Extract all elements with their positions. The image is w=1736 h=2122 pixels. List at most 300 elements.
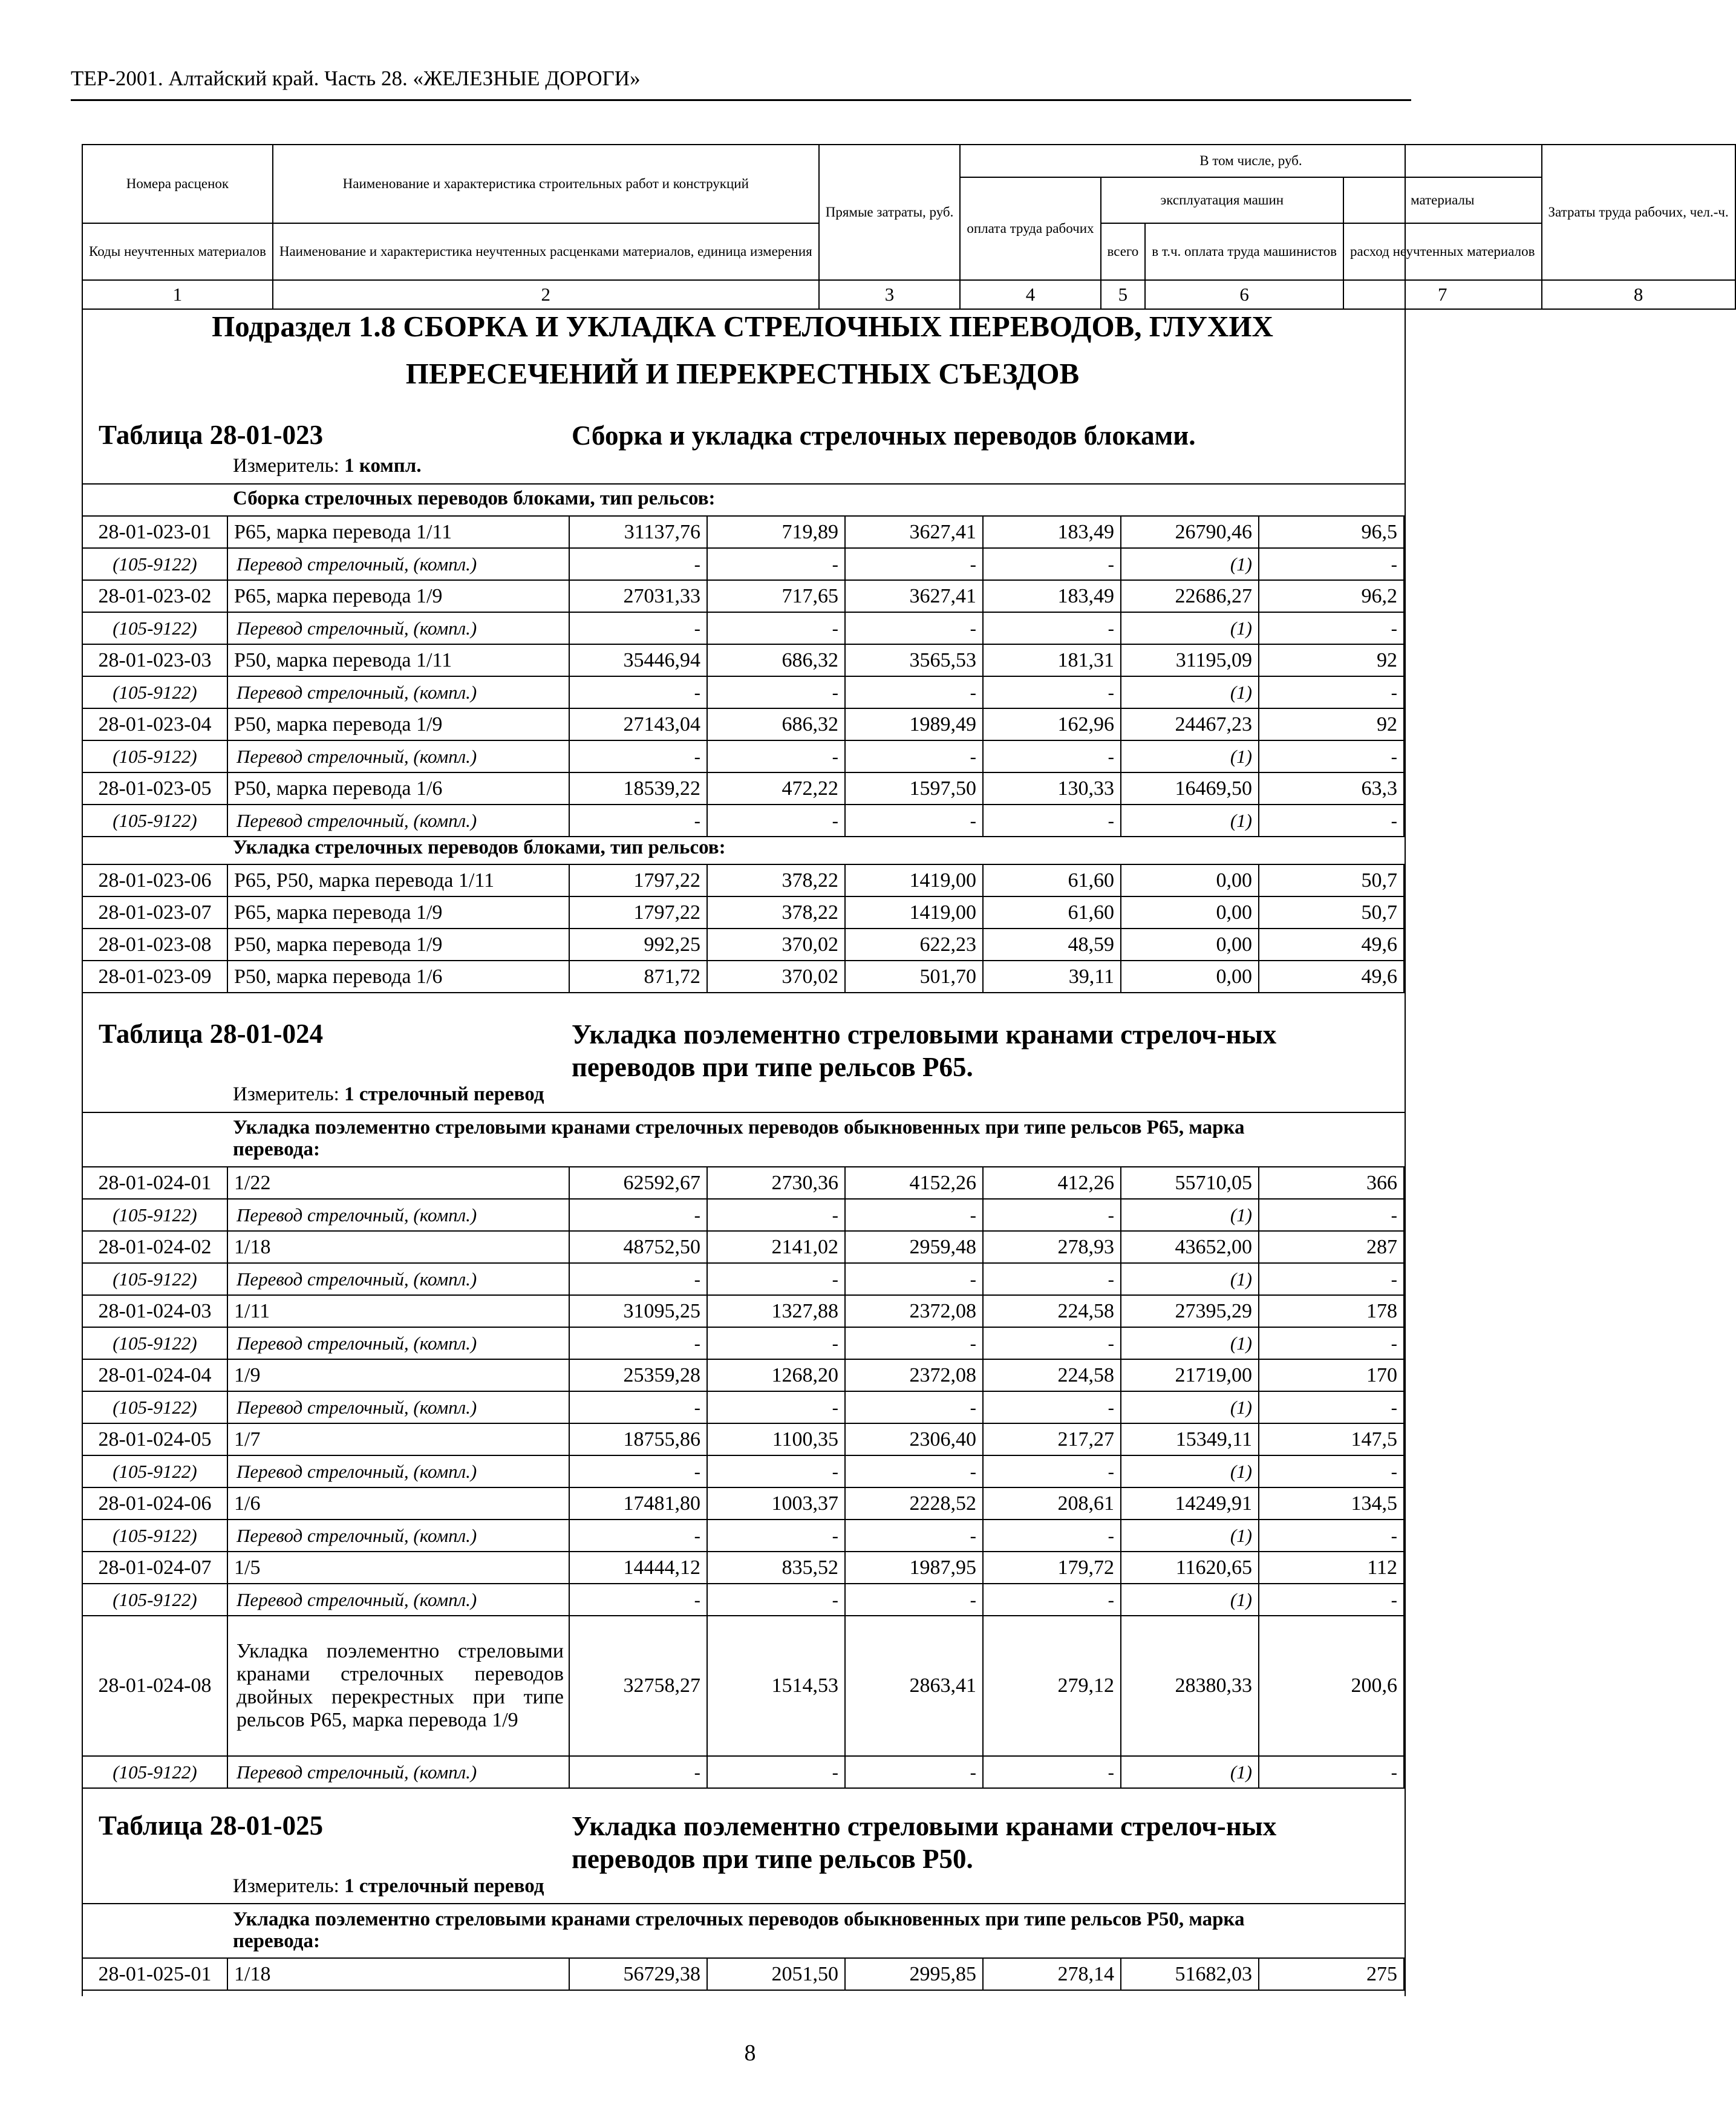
table-title: Укладка поэлементно стреловыми кранами стрелоч-ных переводов при типе рельсов Р50. bbox=[572, 1811, 1277, 1874]
labor-cost: - bbox=[1259, 740, 1404, 772]
material-row bbox=[82, 676, 1404, 708]
rate-row bbox=[82, 1167, 1404, 1199]
col-number: 1 bbox=[82, 280, 273, 309]
header-materials: материалы bbox=[1343, 177, 1541, 223]
header-col-name: Наименование и характеристика строительных работ и конструкций bbox=[273, 145, 819, 223]
machine-cost: 1419,00 bbox=[845, 864, 983, 896]
header-col-direct: Прямые затраты, руб. bbox=[819, 145, 961, 280]
operator-wage: - bbox=[983, 740, 1121, 772]
operator-wage: 130,33 bbox=[983, 772, 1121, 805]
rate-code: 28-01-025-01 bbox=[82, 1958, 227, 1990]
machine-cost: - bbox=[845, 676, 983, 708]
material-cost: (1) bbox=[1121, 805, 1259, 837]
rate-name: Перевод стрелочный, (компл.) bbox=[227, 1199, 569, 1231]
direct-cost: 32758,27 bbox=[569, 1616, 707, 1756]
labor-cost: 92 bbox=[1259, 708, 1404, 740]
rate-name: Перевод стрелочный, (компл.) bbox=[227, 612, 569, 644]
rate-name: Перевод стрелочный, (компл.) bbox=[227, 1520, 569, 1552]
rate-name: Перевод стрелочный, (компл.) bbox=[227, 1327, 569, 1359]
operator-wage: - bbox=[983, 612, 1121, 644]
rate-code: 28-01-024-02 bbox=[82, 1231, 227, 1263]
direct-cost: - bbox=[569, 740, 707, 772]
rate-code: (105-9122) bbox=[82, 1327, 227, 1359]
rate-code: 28-01-024-06 bbox=[82, 1487, 227, 1520]
labor-cost: - bbox=[1259, 1199, 1404, 1231]
material-cost: 0,00 bbox=[1121, 896, 1259, 929]
operator-wage: - bbox=[983, 548, 1121, 580]
operator-wage: 224,58 bbox=[983, 1359, 1121, 1391]
material-cost: 0,00 bbox=[1121, 961, 1259, 993]
labor-cost: 50,7 bbox=[1259, 896, 1404, 929]
material-cost: 43652,00 bbox=[1121, 1231, 1259, 1263]
rate-name: Перевод стрелочный, (компл.) bbox=[227, 1263, 569, 1295]
wage-cost: 378,22 bbox=[707, 896, 845, 929]
operator-wage: - bbox=[983, 1756, 1121, 1788]
subsection-title-line2: ПЕРЕСЕЧЕНИЙ И ПЕРЕКРЕСТНЫХ СЪЕЗДОВ bbox=[405, 357, 1080, 390]
machine-cost: 622,23 bbox=[845, 929, 983, 961]
labor-cost: - bbox=[1259, 548, 1404, 580]
labor-cost: - bbox=[1259, 1455, 1404, 1487]
rate-code: (105-9122) bbox=[82, 1584, 227, 1616]
wage-cost: - bbox=[707, 612, 845, 644]
rate-row bbox=[82, 961, 1404, 993]
machine-cost: - bbox=[845, 740, 983, 772]
wage-cost: 472,22 bbox=[707, 772, 845, 805]
machine-cost: 3627,41 bbox=[845, 580, 983, 612]
machine-cost: 1597,50 bbox=[845, 772, 983, 805]
operator-wage: - bbox=[983, 1327, 1121, 1359]
rate-name: Укладка поэлементно стреловыми кранами стрелочных переводов двойных перекрестных при типе рельсов Р65, марка перевода 1/9 bbox=[227, 1616, 569, 1756]
labor-cost: - bbox=[1259, 612, 1404, 644]
operator-wage: 39,11 bbox=[983, 961, 1121, 993]
labor-cost: 96,2 bbox=[1259, 580, 1404, 612]
operator-wage: 279,12 bbox=[983, 1616, 1121, 1756]
material-cost: 55710,05 bbox=[1121, 1167, 1259, 1199]
direct-cost: 48752,50 bbox=[569, 1231, 707, 1263]
rate-code: 28-01-024-03 bbox=[82, 1295, 227, 1327]
rates-table bbox=[82, 1166, 1405, 1789]
group-heading: Укладка поэлементно стреловыми кранами стрелочных переводов обыкновенных при типе рельсов Р50, марка перевода: bbox=[233, 1908, 1245, 1952]
wage-cost: 686,32 bbox=[707, 644, 845, 676]
rate-code: (105-9122) bbox=[82, 1199, 227, 1231]
wage-cost: 1003,37 bbox=[707, 1487, 845, 1520]
col-number: 3 bbox=[819, 280, 961, 309]
rate-name: Р50, марка перевода 1/9 bbox=[227, 929, 569, 961]
material-cost: (1) bbox=[1121, 1520, 1259, 1552]
rate-code: 28-01-023-01 bbox=[82, 516, 227, 548]
wage-cost: - bbox=[707, 1327, 845, 1359]
machine-cost: - bbox=[845, 1391, 983, 1423]
wage-cost: - bbox=[707, 1199, 845, 1231]
subsection-title-line1: Подраздел 1.8 СБОРКА И УКЛАДКА СТРЕЛОЧНЫХ ПЕРЕВОДОВ, ГЛУХИХ bbox=[212, 310, 1273, 343]
labor-cost: - bbox=[1259, 1327, 1404, 1359]
wage-cost: - bbox=[707, 1520, 845, 1552]
operator-wage: - bbox=[983, 1391, 1121, 1423]
rate-name: 1/18 bbox=[227, 1958, 569, 1990]
rate-name: Р50, марка перевода 1/6 bbox=[227, 772, 569, 805]
rate-name: Перевод стрелочный, (компл.) bbox=[227, 676, 569, 708]
rate-code: 28-01-023-02 bbox=[82, 580, 227, 612]
rate-code: (105-9122) bbox=[82, 1391, 227, 1423]
machine-cost: 4152,26 bbox=[845, 1167, 983, 1199]
wage-cost: - bbox=[707, 548, 845, 580]
direct-cost: - bbox=[569, 1327, 707, 1359]
material-cost: (1) bbox=[1121, 740, 1259, 772]
rate-name: 1/6 bbox=[227, 1487, 569, 1520]
header-incl: В том числе, руб. bbox=[960, 145, 1541, 177]
labor-cost: 147,5 bbox=[1259, 1423, 1404, 1455]
rates-table bbox=[82, 864, 1405, 993]
machine-cost: - bbox=[845, 548, 983, 580]
rate-row bbox=[82, 580, 1404, 612]
header-mat-cons: расход неучтенных материалов bbox=[1343, 223, 1541, 280]
rate-name: Перевод стрелочный, (компл.) bbox=[227, 1584, 569, 1616]
table-code: Таблица 28-01-024 bbox=[99, 1019, 324, 1049]
wage-cost: - bbox=[707, 805, 845, 837]
running-header: ТЕР-2001. Алтайский край. Часть 28. «ЖЕЛЕЗНЫЕ ДОРОГИ» bbox=[71, 65, 1411, 101]
rate-code: (105-9122) bbox=[82, 612, 227, 644]
operator-wage: 179,72 bbox=[983, 1552, 1121, 1584]
group-heading: Сборка стрелочных переводов блоками, тип рельсов: bbox=[233, 488, 716, 509]
page-number: 8 bbox=[744, 2040, 756, 2066]
direct-cost: 1797,22 bbox=[569, 896, 707, 929]
direct-cost: - bbox=[569, 1756, 707, 1788]
col-number: 4 bbox=[960, 280, 1100, 309]
material-cost: (1) bbox=[1121, 1263, 1259, 1295]
labor-cost: - bbox=[1259, 1756, 1404, 1788]
rate-row bbox=[82, 929, 1404, 961]
wage-cost: - bbox=[707, 1263, 845, 1295]
machine-cost: 1989,49 bbox=[845, 708, 983, 740]
material-cost: 16469,50 bbox=[1121, 772, 1259, 805]
operator-wage: 208,61 bbox=[983, 1487, 1121, 1520]
wage-cost: 370,02 bbox=[707, 961, 845, 993]
wage-cost: 1514,53 bbox=[707, 1616, 845, 1756]
rate-code: 28-01-023-09 bbox=[82, 961, 227, 993]
header-wage: оплата труда рабочих bbox=[960, 177, 1100, 280]
material-cost: 51682,03 bbox=[1121, 1958, 1259, 1990]
rate-code: 28-01-023-05 bbox=[82, 772, 227, 805]
rate-code: (105-9122) bbox=[82, 1756, 227, 1788]
rate-row bbox=[82, 516, 1404, 548]
wage-cost: - bbox=[707, 676, 845, 708]
material-row bbox=[82, 1263, 1404, 1295]
rate-name: 1/18 bbox=[227, 1231, 569, 1263]
rate-code: 28-01-023-03 bbox=[82, 644, 227, 676]
material-cost: (1) bbox=[1121, 612, 1259, 644]
header-total: всего bbox=[1101, 223, 1146, 280]
rate-name: 1/9 bbox=[227, 1359, 569, 1391]
labor-cost: 92 bbox=[1259, 644, 1404, 676]
direct-cost: 17481,80 bbox=[569, 1487, 707, 1520]
material-row bbox=[82, 612, 1404, 644]
rate-code: 28-01-024-08 bbox=[82, 1616, 227, 1756]
machine-cost: 2372,08 bbox=[845, 1295, 983, 1327]
machine-cost: 3627,41 bbox=[845, 516, 983, 548]
col-number: 6 bbox=[1145, 280, 1343, 309]
labor-cost: - bbox=[1259, 1584, 1404, 1616]
operator-wage: - bbox=[983, 1199, 1121, 1231]
rate-code: 28-01-024-07 bbox=[82, 1552, 227, 1584]
header-incl-wage: в т.ч. оплата труда машинистов bbox=[1145, 223, 1343, 280]
column-header-table bbox=[82, 144, 1736, 310]
direct-cost: - bbox=[569, 1455, 707, 1487]
rates-table bbox=[82, 1957, 1405, 1991]
material-cost: 0,00 bbox=[1121, 929, 1259, 961]
col-number: 8 bbox=[1542, 280, 1735, 309]
labor-cost: - bbox=[1259, 1263, 1404, 1295]
direct-cost: 18755,86 bbox=[569, 1423, 707, 1455]
operator-wage: 183,49 bbox=[983, 516, 1121, 548]
labor-cost: 275 bbox=[1259, 1958, 1404, 1990]
labor-cost: 63,3 bbox=[1259, 772, 1404, 805]
rate-code: (105-9122) bbox=[82, 805, 227, 837]
direct-cost: - bbox=[569, 1520, 707, 1552]
labor-cost: 134,5 bbox=[1259, 1487, 1404, 1520]
header-col-mname: Наименование и характеристика неучтенных расценками материалов, единица измерения bbox=[273, 223, 819, 280]
labor-cost: 112 bbox=[1259, 1552, 1404, 1584]
rate-code: 28-01-023-04 bbox=[82, 708, 227, 740]
labor-cost: - bbox=[1259, 1391, 1404, 1423]
machine-cost: - bbox=[845, 805, 983, 837]
operator-wage: - bbox=[983, 1584, 1121, 1616]
operator-wage: 224,58 bbox=[983, 1295, 1121, 1327]
wage-cost: 686,32 bbox=[707, 708, 845, 740]
measure-unit: Измеритель: 1 компл. bbox=[233, 455, 422, 477]
measure-unit: Измеритель: 1 стрелочный перевод bbox=[233, 1083, 544, 1105]
col-number: 7 bbox=[1343, 280, 1541, 309]
header-machines: эксплуатация машин bbox=[1101, 177, 1344, 223]
table-title: Сборка и укладка стрелочных переводов блоками. bbox=[572, 420, 1196, 451]
operator-wage: 412,26 bbox=[983, 1167, 1121, 1199]
operator-wage: 162,96 bbox=[983, 708, 1121, 740]
material-cost: 26790,46 bbox=[1121, 516, 1259, 548]
rate-row bbox=[82, 644, 1404, 676]
material-cost: 14249,91 bbox=[1121, 1487, 1259, 1520]
wage-cost: 1100,35 bbox=[707, 1423, 845, 1455]
operator-wage: 278,93 bbox=[983, 1231, 1121, 1263]
direct-cost: - bbox=[569, 612, 707, 644]
rate-code: 28-01-023-06 bbox=[82, 864, 227, 896]
rate-name: Перевод стрелочный, (компл.) bbox=[227, 548, 569, 580]
material-cost: (1) bbox=[1121, 676, 1259, 708]
operator-wage: - bbox=[983, 1455, 1121, 1487]
wage-cost: - bbox=[707, 1455, 845, 1487]
material-cost: 21719,00 bbox=[1121, 1359, 1259, 1391]
rate-name: Р65, Р50, марка перевода 1/11 bbox=[227, 864, 569, 896]
direct-cost: 31095,25 bbox=[569, 1295, 707, 1327]
direct-cost: 27143,04 bbox=[569, 708, 707, 740]
operator-wage: - bbox=[983, 676, 1121, 708]
labor-cost: 287 bbox=[1259, 1231, 1404, 1263]
material-cost: 27395,29 bbox=[1121, 1295, 1259, 1327]
rate-row bbox=[82, 1552, 1404, 1584]
direct-cost: 35446,94 bbox=[569, 644, 707, 676]
rate-code: (105-9122) bbox=[82, 1455, 227, 1487]
machine-cost: 2863,41 bbox=[845, 1616, 983, 1756]
rate-code: 28-01-024-01 bbox=[82, 1167, 227, 1199]
machine-cost: - bbox=[845, 1455, 983, 1487]
rate-name: Перевод стрелочный, (компл.) bbox=[227, 1391, 569, 1423]
direct-cost: - bbox=[569, 548, 707, 580]
material-cost: (1) bbox=[1121, 1199, 1259, 1231]
material-cost: 31195,09 bbox=[1121, 644, 1259, 676]
material-row bbox=[82, 548, 1404, 580]
rate-code: (105-9122) bbox=[82, 1520, 227, 1552]
machine-cost: - bbox=[845, 612, 983, 644]
operator-wage: - bbox=[983, 805, 1121, 837]
material-row bbox=[82, 1327, 1404, 1359]
measure-unit: Измеритель: 1 стрелочный перевод bbox=[233, 1875, 544, 1897]
rate-code: (105-9122) bbox=[82, 740, 227, 772]
rate-name: 1/22 bbox=[227, 1167, 569, 1199]
col-number: 2 bbox=[273, 280, 819, 309]
direct-cost: - bbox=[569, 1391, 707, 1423]
rate-name: Перевод стрелочный, (компл.) bbox=[227, 805, 569, 837]
rate-row bbox=[82, 896, 1404, 929]
wage-cost: - bbox=[707, 1584, 845, 1616]
machine-cost: - bbox=[845, 1584, 983, 1616]
wage-cost: 2141,02 bbox=[707, 1231, 845, 1263]
labor-cost: 49,6 bbox=[1259, 929, 1404, 961]
table-code: Таблица 28-01-025 bbox=[99, 1810, 324, 1841]
wage-cost: - bbox=[707, 740, 845, 772]
table-title: Укладка поэлементно стреловыми кранами стрелоч-ных переводов при типе рельсов Р65. bbox=[572, 1019, 1277, 1082]
rate-name: Перевод стрелочный, (компл.) bbox=[227, 1455, 569, 1487]
labor-cost: 200,6 bbox=[1259, 1616, 1404, 1756]
material-cost: (1) bbox=[1121, 1391, 1259, 1423]
header-col-code: Номера расценок bbox=[82, 145, 273, 223]
operator-wage: 48,59 bbox=[983, 929, 1121, 961]
machine-cost: 3565,53 bbox=[845, 644, 983, 676]
machine-cost: - bbox=[845, 1756, 983, 1788]
rate-code: 28-01-023-08 bbox=[82, 929, 227, 961]
material-cost: (1) bbox=[1121, 1327, 1259, 1359]
direct-cost: 1797,22 bbox=[569, 864, 707, 896]
direct-cost: 27031,33 bbox=[569, 580, 707, 612]
header-col-labor: Затраты труда рабочих, чел.-ч. bbox=[1542, 145, 1735, 280]
material-row bbox=[82, 1199, 1404, 1231]
rate-row bbox=[82, 1958, 1404, 1990]
material-cost: 22686,27 bbox=[1121, 580, 1259, 612]
labor-cost: 50,7 bbox=[1259, 864, 1404, 896]
rate-row bbox=[82, 1359, 1404, 1391]
col-number: 5 bbox=[1101, 280, 1146, 309]
table-code: Таблица 28-01-023 bbox=[99, 420, 324, 450]
rate-name: Р65, марка перевода 1/11 bbox=[227, 516, 569, 548]
divider bbox=[82, 1903, 1405, 1904]
rate-row bbox=[82, 1231, 1404, 1263]
machine-cost: 2959,48 bbox=[845, 1231, 983, 1263]
labor-cost: - bbox=[1259, 805, 1404, 837]
direct-cost: 992,25 bbox=[569, 929, 707, 961]
material-cost: 0,00 bbox=[1121, 864, 1259, 896]
rate-row bbox=[82, 1616, 1404, 1756]
material-cost: 11620,65 bbox=[1121, 1552, 1259, 1584]
machine-cost: - bbox=[845, 1199, 983, 1231]
direct-cost: 871,72 bbox=[569, 961, 707, 993]
rate-name: Р65, марка перевода 1/9 bbox=[227, 580, 569, 612]
machine-cost: 2228,52 bbox=[845, 1487, 983, 1520]
direct-cost: - bbox=[569, 1263, 707, 1295]
machine-cost: 2306,40 bbox=[845, 1423, 983, 1455]
rate-name: Р50, марка перевода 1/9 bbox=[227, 708, 569, 740]
rate-code: (105-9122) bbox=[82, 548, 227, 580]
labor-cost: 366 bbox=[1259, 1167, 1404, 1199]
operator-wage: 181,31 bbox=[983, 644, 1121, 676]
operator-wage: - bbox=[983, 1520, 1121, 1552]
material-cost: (1) bbox=[1121, 1756, 1259, 1788]
material-cost: 15349,11 bbox=[1121, 1423, 1259, 1455]
labor-cost: - bbox=[1259, 676, 1404, 708]
wage-cost: 1268,20 bbox=[707, 1359, 845, 1391]
operator-wage: 61,60 bbox=[983, 896, 1121, 929]
material-row bbox=[82, 1455, 1404, 1487]
wage-cost: 2730,36 bbox=[707, 1167, 845, 1199]
rate-row bbox=[82, 708, 1404, 740]
rate-row bbox=[82, 772, 1404, 805]
rate-row bbox=[82, 1423, 1404, 1455]
direct-cost: - bbox=[569, 1584, 707, 1616]
rate-name: Перевод стрелочный, (компл.) bbox=[227, 1756, 569, 1788]
material-cost: 24467,23 bbox=[1121, 708, 1259, 740]
wage-cost: 378,22 bbox=[707, 864, 845, 896]
direct-cost: 14444,12 bbox=[569, 1552, 707, 1584]
divider bbox=[82, 483, 1405, 485]
group-heading: Укладка стрелочных переводов блоками, тип рельсов: bbox=[233, 837, 726, 858]
machine-cost: 1987,95 bbox=[845, 1552, 983, 1584]
rate-code: 28-01-024-04 bbox=[82, 1359, 227, 1391]
direct-cost: 31137,76 bbox=[569, 516, 707, 548]
material-row bbox=[82, 740, 1404, 772]
rate-name: Р65, марка перевода 1/9 bbox=[227, 896, 569, 929]
operator-wage: - bbox=[983, 1263, 1121, 1295]
header-col-mcode: Коды неучтенных материалов bbox=[82, 223, 273, 280]
direct-cost: - bbox=[569, 1199, 707, 1231]
labor-cost: 178 bbox=[1259, 1295, 1404, 1327]
machine-cost: 501,70 bbox=[845, 961, 983, 993]
rate-row bbox=[82, 1295, 1404, 1327]
wage-cost: 717,65 bbox=[707, 580, 845, 612]
machine-cost: - bbox=[845, 1520, 983, 1552]
labor-cost: 49,6 bbox=[1259, 961, 1404, 993]
material-cost: (1) bbox=[1121, 1455, 1259, 1487]
wage-cost: - bbox=[707, 1391, 845, 1423]
labor-cost: 96,5 bbox=[1259, 516, 1404, 548]
rate-name: Р50, марка перевода 1/6 bbox=[227, 961, 569, 993]
wage-cost: - bbox=[707, 1756, 845, 1788]
rate-name: 1/11 bbox=[227, 1295, 569, 1327]
rate-name: 1/7 bbox=[227, 1423, 569, 1455]
rate-name: 1/5 bbox=[227, 1552, 569, 1584]
machine-cost: 2372,08 bbox=[845, 1359, 983, 1391]
rate-code: (105-9122) bbox=[82, 1263, 227, 1295]
operator-wage: 217,27 bbox=[983, 1423, 1121, 1455]
operator-wage: 278,14 bbox=[983, 1958, 1121, 1990]
machine-cost: 1419,00 bbox=[845, 896, 983, 929]
material-row bbox=[82, 1520, 1404, 1552]
material-row bbox=[82, 1391, 1404, 1423]
material-cost: 28380,33 bbox=[1121, 1616, 1259, 1756]
direct-cost: 56729,38 bbox=[569, 1958, 707, 1990]
labor-cost: - bbox=[1259, 1520, 1404, 1552]
labor-cost: 170 bbox=[1259, 1359, 1404, 1391]
wage-cost: 719,89 bbox=[707, 516, 845, 548]
material-row bbox=[82, 805, 1404, 837]
rate-row bbox=[82, 1487, 1404, 1520]
wage-cost: 2051,50 bbox=[707, 1958, 845, 1990]
material-row bbox=[82, 1584, 1404, 1616]
